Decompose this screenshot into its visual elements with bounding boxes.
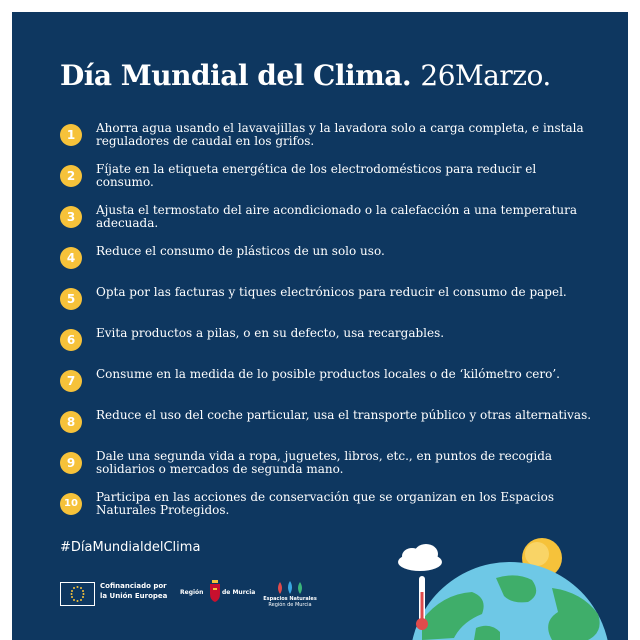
- tip-text: Consume en la medida de lo posible productos locales o de ‘kilómetro cero’.: [96, 367, 560, 381]
- hashtag: #DíaMundialdelClima: [60, 540, 201, 555]
- earth-globe: [410, 562, 610, 640]
- tips-list: [60, 122, 600, 532]
- tip-text: Ajusta el termostato del aire acondicionado o la calefacción a una temperatura adecuada.: [96, 203, 578, 230]
- tip-text: Evita productos a pilas, o en su defecto, usa recargables.: [96, 326, 445, 340]
- title-date: 26Marzo.: [420, 59, 551, 92]
- number-badge: 5: [60, 288, 82, 310]
- tip-text: Participa en las acciones de conservación que se organizan en los Espacios Naturales Protegidos.: [96, 490, 555, 517]
- eu-cofinancing-text: [100, 581, 167, 601]
- list-item: [60, 122, 600, 163]
- number-badge: 2: [60, 165, 82, 187]
- number-badge: 7: [60, 370, 82, 392]
- espacios-text: [260, 596, 320, 608]
- number-badge: 8: [60, 411, 82, 433]
- list-item: [60, 450, 600, 491]
- espacios-naturales-logo: [260, 580, 320, 610]
- tip-text: Reduce el consumo de plásticos de un solo uso.: [96, 244, 385, 258]
- tip-text: Fíjate en la etiqueta energética de los electrodomésticos para reducir el consumo.: [96, 162, 537, 189]
- tip-text: Reduce el uso del coche particular, usa el transporte público y otras alternativas.: [96, 408, 592, 422]
- number-badge: 10: [60, 493, 82, 515]
- region-murcia-logo: [180, 580, 256, 610]
- espacios-line1: Espacios Naturales: [263, 596, 317, 602]
- tip-text: Dale una segunda vida a ropa, juguetes, libros, etc., en puntos de recogida solidarios o mercados de segunda mano.: [96, 449, 553, 476]
- region-label-left: Región: [180, 589, 204, 596]
- cloud-icon: [398, 544, 442, 571]
- title-main: Día Mundial del Clima.: [60, 59, 412, 92]
- number-badge: 4: [60, 247, 82, 269]
- region-label-right: de Murcia: [222, 589, 256, 596]
- tip-text: Ahorra agua usando el lavavajillas y la lavadora solo a carga completa, e instala reguladores de caudal en los grifos.: [96, 121, 584, 148]
- page-title: [60, 58, 551, 94]
- eu-line1: Cofinanciado por: [100, 582, 167, 590]
- list-item: [60, 491, 600, 532]
- list-item: [60, 286, 600, 327]
- number-badge: 3: [60, 206, 82, 228]
- list-item: [60, 368, 600, 409]
- list-item: [60, 327, 600, 368]
- number-badge: 9: [60, 452, 82, 474]
- tip-text: Opta por las facturas y tiques electrónicos para reducir el consumo de papel.: [96, 285, 567, 299]
- number-badge: 6: [60, 329, 82, 351]
- list-item: [60, 245, 600, 286]
- earth-illustration: [392, 532, 628, 640]
- espacios-line2: Región de Murcia: [268, 602, 312, 608]
- list-item: [60, 163, 600, 204]
- eu-flag-icon: [60, 582, 95, 606]
- water-drops-icon: [274, 580, 306, 596]
- list-item: [60, 409, 600, 450]
- thermometer-icon: [416, 576, 428, 630]
- region-shield-icon: [210, 580, 220, 602]
- number-badge: 1: [60, 124, 82, 146]
- eu-line2: la Unión Europea: [100, 592, 168, 600]
- list-item: [60, 204, 600, 245]
- poster-panel: [12, 12, 628, 640]
